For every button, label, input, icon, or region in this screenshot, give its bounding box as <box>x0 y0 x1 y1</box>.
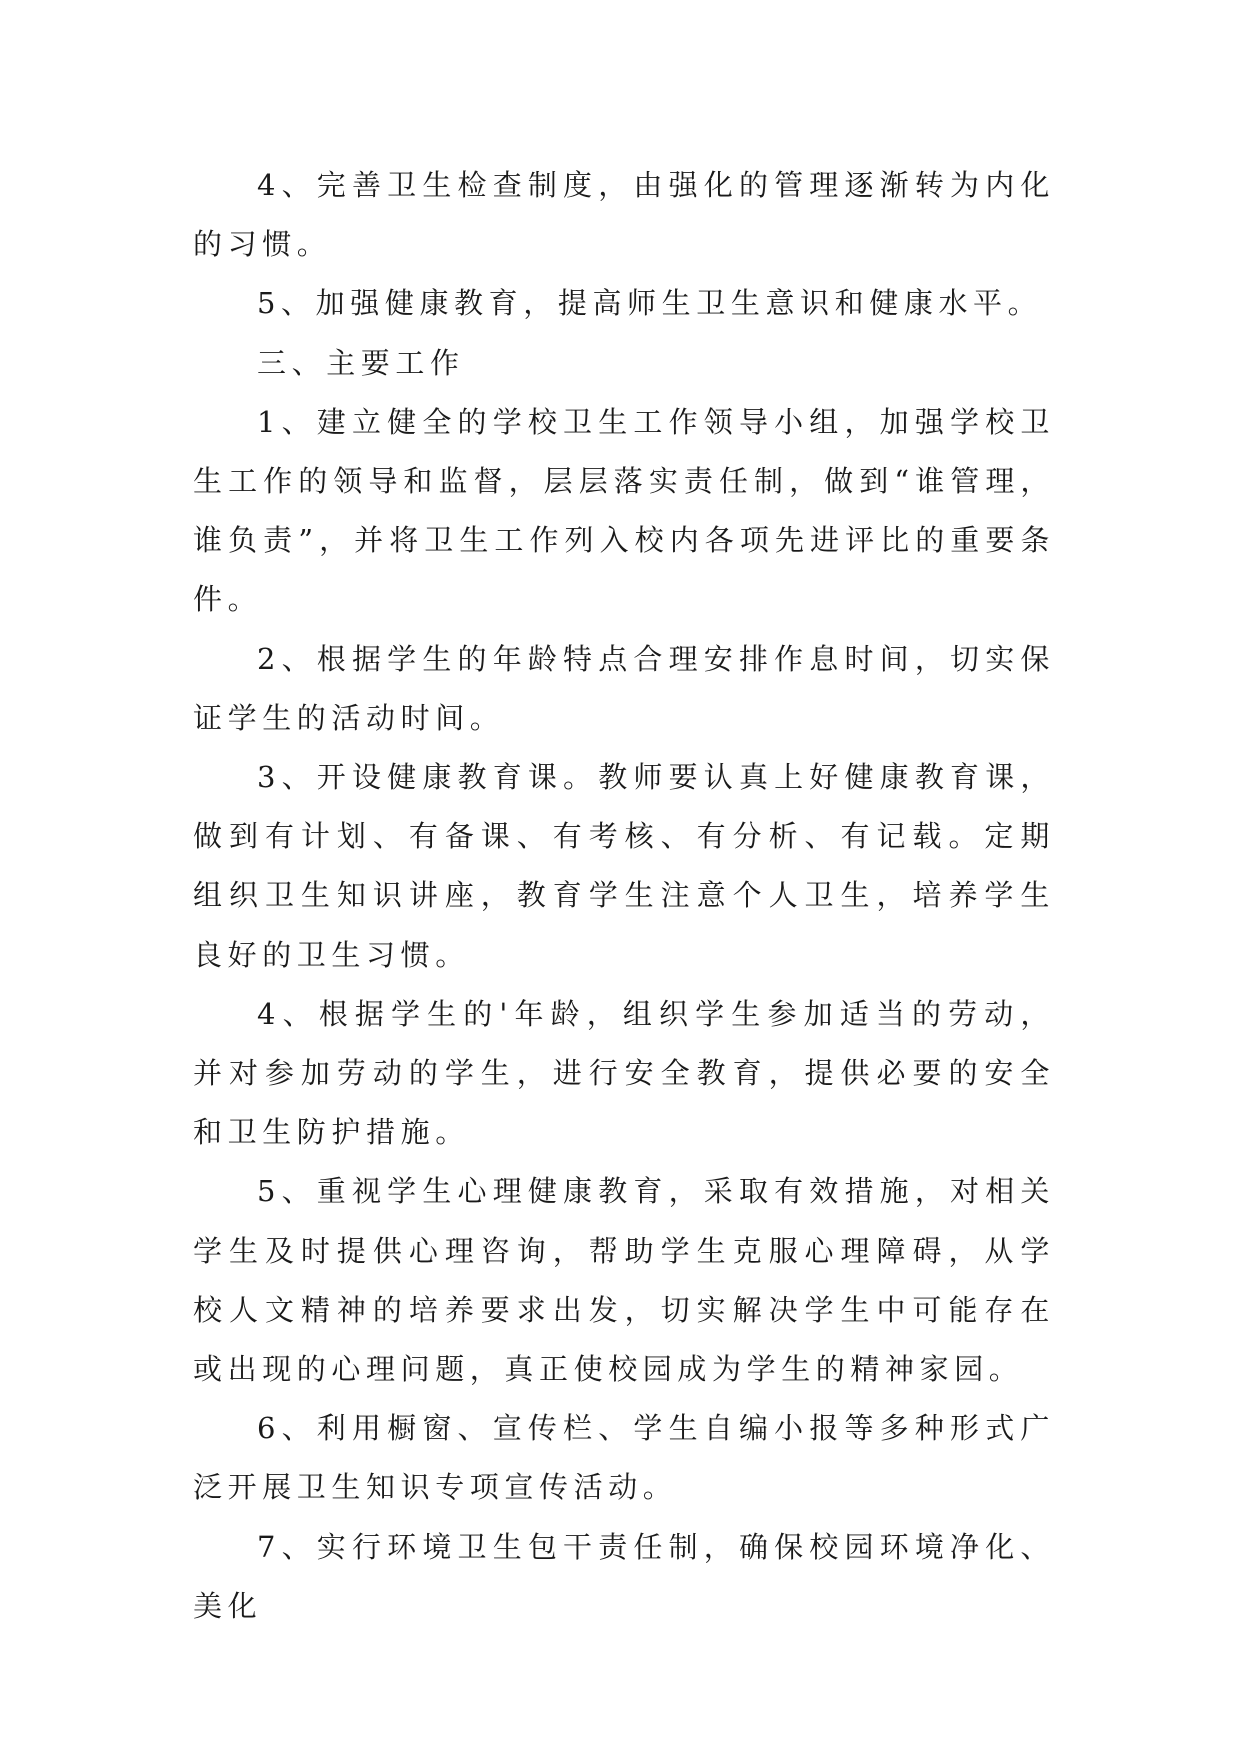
paragraph-work-7-environment: 7、实行环境卫生包干责任制，确保校园环境净化、美化 <box>193 1529 1055 1623</box>
paragraph-item-5-health-education: 5、加强健康教育，提高师生卫生意识和健康水平。 <box>257 286 1043 321</box>
paragraph-work-3-health-course: 3、开设健康教育课。教师要认真上好健康教育课，做到有计划、有备课、有考核、有分析、有记载。定期组织卫生知识讲座，教育学生注意个人卫生，培养学生良好的卫生习惯。 <box>193 760 1055 972</box>
section-heading-main-work: 三、主要工作 <box>257 345 465 380</box>
paragraph-work-4-labor: 4、根据学生的'年龄，组织学生参加适当的劳动，并对参加劳动的学生，进行安全教育，提供必要的安全和卫生防护措施。 <box>193 996 1055 1150</box>
paragraph-item-4-inspection: 4、完善卫生检查制度，由强化的管理逐渐转为内化的习惯。 <box>193 168 1055 262</box>
paragraph-work-6-publicity: 6、利用橱窗、宣传栏、学生自编小报等多种形式广泛开展卫生知识专项宣传活动。 <box>193 1411 1055 1505</box>
paragraph-work-2-schedule: 2、根据学生的年龄特点合理安排作息时间，切实保证学生的活动时间。 <box>193 641 1055 735</box>
paragraph-work-1-leadership: 1、建立健全的学校卫生工作领导小组，加强学校卫生工作的领导和监督，层层落实责任制，做到“谁管理，谁负责”，并将卫生工作列入校内各项先进评比的重要条件。 <box>193 404 1055 617</box>
document-body <box>193 156 1055 1636</box>
paragraph-work-5-mental-health: 5、重视学生心理健康教育，采取有效措施，对相关学生及时提供心理咨询，帮助学生克服心理障碍，从学校人文精神的培养要求出发，切实解决学生中可能存在或出现的心理问题，真正使校园成为学生的精神家园。 <box>193 1174 1055 1387</box>
